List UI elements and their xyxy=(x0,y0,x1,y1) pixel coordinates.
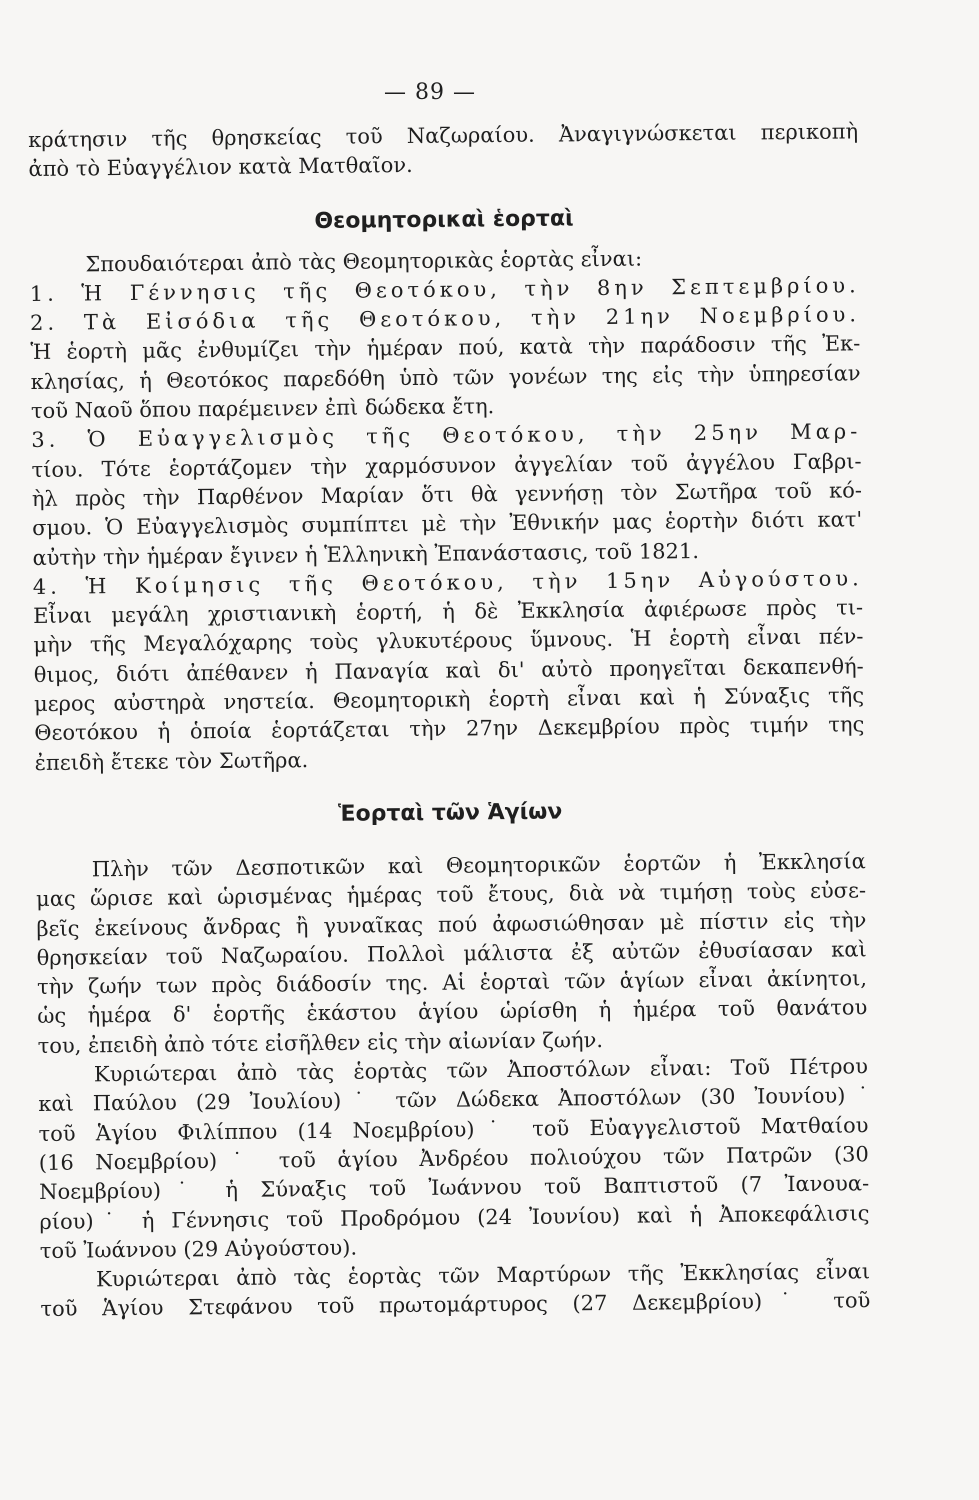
feast-item: 3. Ὁ Εὐαγγελισμὸς τῆς Θεοτόκου, τὴν 25ην Μαρ- xyxy=(31,419,862,453)
page-text xyxy=(28,117,871,1324)
section-heading-theometorikai: Θεομητορικαὶ ἑορταὶ xyxy=(314,205,574,234)
text-line: μας ὥρισε καὶ ὡρισμένας ἡμέρας τοῦ ἔτους, διὰ νὰ τιμήσῃ τοὺς εὐσε- xyxy=(35,878,867,912)
text-line: Νοεμβρίου)˙ ἡ Σύναξις τοῦ Ἰωάννου τοῦ Βαπτιστοῦ (7 Ἰανουα- xyxy=(39,1171,870,1205)
text-line: Πλὴν τῶν Δεσποτικῶν καὶ Θεομητορικῶν ἑορτῶν ἡ Ἐκκλησία xyxy=(91,849,866,882)
text-line: Κυριώτεραι ἀπὸ τὰς ἑορτὰς τῶν Μαρτύρων τῆς Ἐκκλησίας εἶναι xyxy=(95,1259,871,1292)
text-line: τοῦ Ναοῦ ὅπου παρέμεινεν ἐπὶ δώδεκα ἔτη. xyxy=(30,394,495,424)
text-line: ρίου)˙ ἡ Γέννησις τοῦ Προδρόμου (24 Ἰουνίου) καὶ ἡ Ἀποκεφάλισις xyxy=(39,1200,870,1234)
text-line: μερος αὐστηρὰ νηστεία. Θεομητορικὴ ἑορτὴ εἶναι καὶ ἡ Σύναξις τῆς xyxy=(33,683,865,717)
text-line: τοῦ Ἰωάννου (29 Αὐγούστου). xyxy=(39,1235,358,1263)
text-line: ὡς ἡμέρα δ' ἑορτῆς ἑκάστου ἁγίου ὡρίσθη ἡ ἡμέρα τοῦ θανάτου xyxy=(37,995,868,1029)
text-line: Κυριώτεραι ἀπὸ τὰς ἑορτὰς τῶν Ἀποστόλων εἶναι: Τοῦ Πέτρου xyxy=(93,1054,869,1087)
text-line: κράτησιν τῆς θρησκείας τοῦ Ναζωραίου. Ἀναγιγνώσκεται περικοπὴ xyxy=(28,119,859,152)
text-line: τοῦ Ἁγίου Φιλίππου (14 Νοεμβρίου)˙ τοῦ Εὐαγγελιστοῦ Ματθαίου xyxy=(38,1112,869,1146)
text-line: σμου. Ὁ Εὐαγγελισμὸς συμπίπτει μὲ τὴν Ἐθνικήν μας ἑορτὴν διότι κατ' xyxy=(32,507,863,541)
section-heading-agion: Ἑορταὶ τῶν Ἁγίων xyxy=(337,799,563,827)
text-line: του, ἐπειδὴ ἀπὸ τότε εἰσῆλθεν εἰς τὴν αἰωνίαν ζωήν. xyxy=(37,1027,604,1058)
page-number: — 89 — xyxy=(384,80,476,105)
text-line: ἀπὸ τὸ Εὐαγγέλιον κατὰ Ματθαῖον. xyxy=(28,153,413,182)
feast-item: 1. Ἡ Γέννησις τῆς Θεοτόκου, τὴν 8ην Σεπτεμβρίου. xyxy=(29,273,860,306)
text-line: τίου. Τότε ἑορτάζομεν τὴν χαρμόσυνον ἀγγελίαν τοῦ ἀγγέλου Γαβρι- xyxy=(31,448,862,482)
text-line: Σπουδαιότεραι ἀπὸ τὰς Θεομητορικὰς ἑορτὰς εἶναι: xyxy=(85,246,643,276)
text-line: Θεοτόκου ἡ ὁποία ἑορτάζεται τὴν 27ην Δεκεμβρίου πρὸς τιμήν της xyxy=(34,712,865,746)
feast-item: 2. Τὰ Εἰσόδια τῆς Θεοτόκου, τὴν 21ην Νοεμβρίου. xyxy=(29,302,861,336)
text-line: τὴν ζωήν των πρὸς διάδοσίν της. Αἱ ἑορταὶ τῶν ἁγίων εἶναι ἀκίνητοι, xyxy=(36,966,868,1000)
text-line: κλησίας, ἡ Θεοτόκος παρεδόθη ὑπὸ τῶν γονέων της εἰς τὴν ὑπηρεσίαν xyxy=(30,361,861,394)
text-line: θιμος, διότι ἀπέθανεν ἡ Παναγία καὶ δι' αὐτὸ προηγεῖται δεκαπενθή- xyxy=(33,654,864,687)
text-line: αὐτὴν τὴν ἡμέραν ἔγινεν ἡ Ἑλληνικὴ Ἐπανάστασις, τοῦ 1821. xyxy=(32,538,700,570)
text-line: Εἶναι μεγάλη χριστιανικὴ ἑορτή, ἡ δὲ Ἐκκλησία ἀφιέρωσε πρὸς τι- xyxy=(33,595,864,629)
text-line: Ἡ ἑορτὴ μᾶς ἐνθυμίζει τὴν ἡμέραν πού, κατὰ τὴν παράδοσιν τῆς Ἐκ- xyxy=(30,331,861,365)
text-line: τοῦ Ἁγίου Στεφάνου τοῦ πρωτομάρτυρος (27 Δεκεμβρίου)˙ τοῦ xyxy=(40,1288,871,1322)
text-line: μὴν τῆς Μεγαλόχαρης τοὺς γλυκυτέρους ὕμνους. Ἡ ἑορτὴ εἶναι πέν- xyxy=(33,624,864,658)
text-line: θρησκείαν τοῦ Ναζωραίου. Πολλοὶ μάλιστα ἐξ αὐτῶν ἐθυσίασαν καὶ xyxy=(36,937,867,970)
feast-item: 4. Ἡ Κοίμησις τῆς Θεοτόκου, τὴν 15ην Αὐγούστου. xyxy=(32,566,863,599)
text-line: ὴλ πρὸς τὴν Παρθένον Μαρίαν ὅτι θὰ γεννήσῃ τὸν Σωτῆρα τοῦ κό- xyxy=(31,478,862,511)
text-line: καὶ Παύλου (29 Ἰουλίου)˙ τῶν Δώδεκα Ἀποστόλων (30 Ἰουνίου)˙ xyxy=(38,1083,869,1117)
text-line: βεῖς ἐκείνους ἄνδρας ἢ γυναῖκας πού ἀφωσιώθησαν μὲ πίστιν εἰς τὴν xyxy=(36,907,867,941)
text-line: ἐπειδὴ ἔτεκε τὸν Σωτῆρα. xyxy=(34,747,309,775)
text-line: (16 Νοεμβρίου)˙ τοῦ ἁγίου Ἀνδρέου πολιούχου τῶν Πατρῶν (30 xyxy=(38,1142,869,1175)
